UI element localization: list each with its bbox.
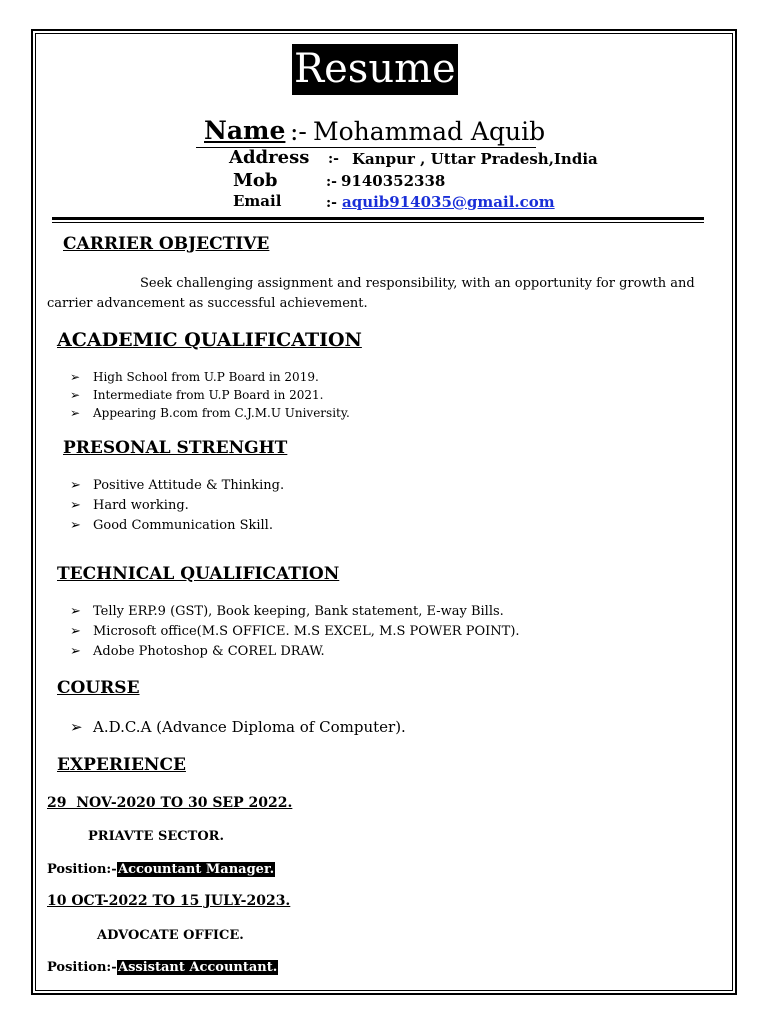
list-item: ➢ Microsoft office(M.S OFFICE. M.S EXCEL, M.S POWER POINT). [70,622,520,642]
arrow-bullet-icon: ➢ [70,518,81,533]
list-item: ➢ High School from U.P Board in 2019. [70,370,319,384]
experience-heading: EXPERIENCE [57,755,186,775]
course-heading: COURSE [57,678,140,698]
strength-heading: PRESONAL STRENGHT [63,438,288,458]
list-item: ➢ Good Communication Skill. [70,516,284,536]
job-2-position-label: Position:- [47,960,117,975]
arrow-bullet-icon: ➢ [70,604,81,619]
job-1-employer: PRIAVTE SECTOR. [88,829,224,844]
technical-list [70,602,520,662]
technical-heading: TECHNICAL QUALIFICATION [57,564,340,584]
arrow-bullet-icon: ➢ [70,370,81,384]
list-item: ➢ Intermediate from U.P Board in 2021. [70,388,324,402]
mobile-separator: :- [326,174,337,190]
name-value: Mohammad Aquib [313,117,546,146]
job-2-period: 10 OCT-2022 TO 15 JULY-2023. [47,893,291,909]
job-2-employer: ADVOCATE OFFICE. [97,928,244,943]
name-label: Name [204,116,286,145]
strength-list [70,476,284,536]
address-value: Kanpur , Uttar Pradesh,India [352,150,598,168]
job-1-period: 29 NOV-2020 TO 30 SEP 2022. [47,795,293,811]
arrow-bullet-icon: ➢ [70,624,81,639]
header-divider-thick [52,217,704,220]
arrow-bullet-icon: ➢ [70,388,81,402]
objective-line-1: Seek challenging assignment and responsibility, with an opportunity for growth and [140,276,695,291]
list-item: ➢ Positive Attitude & Thinking. [70,476,284,496]
job-1-position: Accountant Manager. [118,862,275,877]
academic-list [70,368,350,422]
header-divider-thin [52,222,704,223]
name-separator: :- [290,117,307,146]
arrow-bullet-icon: ➢ [70,644,81,659]
email-label: Email [233,192,282,210]
job-2-position: Assistant Accountant. [118,960,278,975]
list-item: ➢ Adobe Photoshop & COREL DRAW. [70,642,520,662]
course-list [70,716,406,738]
email-link[interactable]: aquib914035@gmail.com [342,193,555,211]
resume-title: Resume [292,44,458,95]
list-item: ➢ Hard working. [70,496,284,516]
academic-heading: ACADEMIC QUALIFICATION [57,329,362,351]
arrow-bullet-icon: ➢ [70,406,81,420]
list-item: ➢ Appearing B.com from C.J.M.U University. [70,406,350,420]
mobile-value: 9140352338 [341,172,446,190]
list-item: ➢ Telly ERP.9 (GST), Book keeping, Bank statement, E-way Bills. [70,602,520,622]
objective-line-2: carrier advancement as successful achievement. [47,296,368,311]
arrow-bullet-icon: ➢ [70,498,81,513]
objective-heading: CARRIER OBJECTIVE [63,234,270,254]
job-1-position-label: Position:- [47,862,117,877]
arrow-bullet-icon: ➢ [70,718,83,736]
email-separator: :- [326,195,337,211]
mobile-label: Mob [233,170,278,191]
address-label: Address [229,147,310,168]
list-item: ➢ A.D.C.A (Advance Diploma of Computer). [70,718,406,736]
address-separator: :- [328,151,339,167]
arrow-bullet-icon: ➢ [70,478,81,493]
